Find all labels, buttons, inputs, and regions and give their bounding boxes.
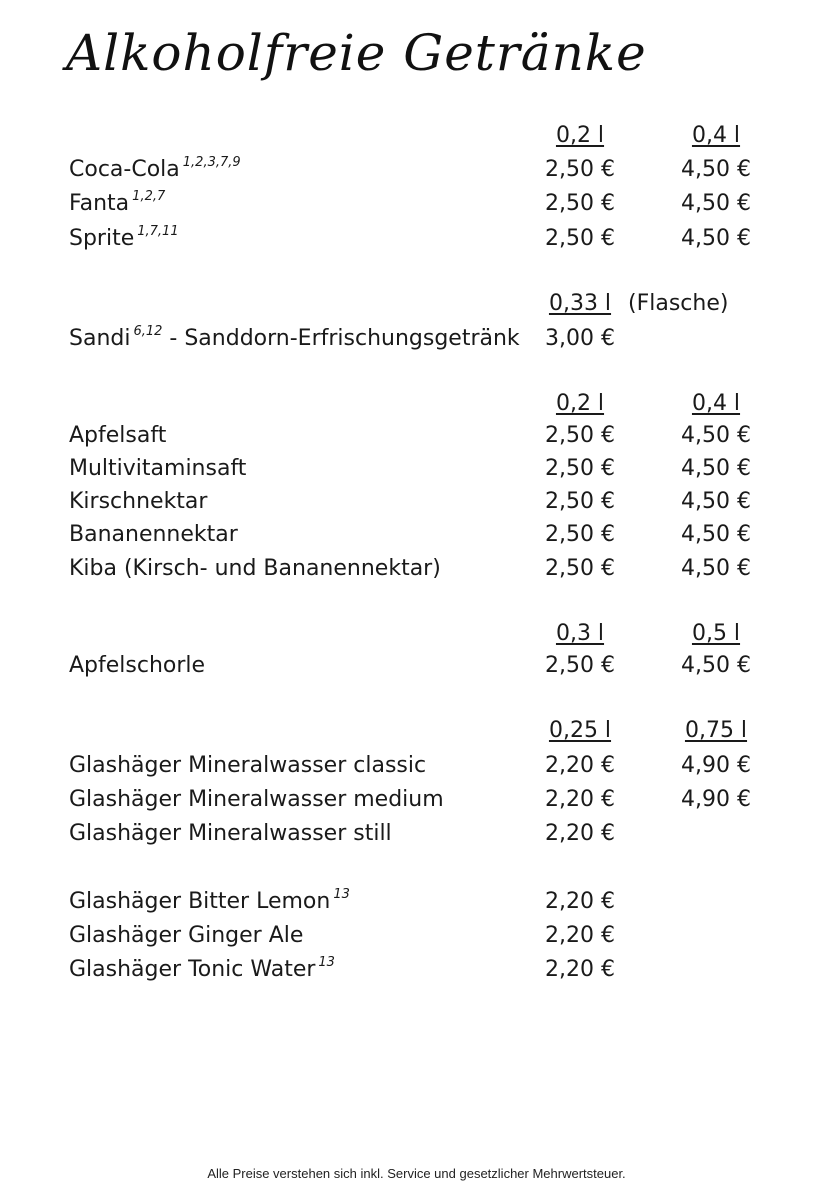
price-large: 4,50 € [681,191,751,216]
item-name: Glashäger Bitter Lemon $^{13}$ [69,887,350,914]
item-name: Sprite $^{1,7,11}$ [69,224,179,251]
price-large: 4,50 € [681,522,751,547]
price-large: 4,90 € [681,787,751,812]
allergen-note: 13 [318,955,335,970]
menu-item [0,649,833,683]
price-small: 2,50 € [545,191,615,216]
menu-item [0,187,833,221]
item-name: Glashäger Mineralwasser still [69,821,392,846]
allergen-note: 1,2,3,7,9 [182,155,241,170]
size-header [0,119,833,153]
item-name: Multivitaminsaft [69,456,247,481]
size-header [0,287,833,321]
size-header [0,617,833,651]
menu-item [0,452,833,486]
price-small: 2,50 € [545,157,615,182]
menu-item [0,153,833,187]
menu-item [0,485,833,519]
size-label: 0,25 l [548,718,612,743]
price-small: 3,00 € [545,326,615,351]
menu-item [0,885,833,919]
price-large: 4,50 € [681,556,751,581]
price-small: 2,50 € [545,653,615,678]
item-name: Apfelsaft [69,423,167,448]
menu-item [0,322,833,356]
price-large: 4,50 € [681,489,751,514]
item-name: Kiba (Kirsch- und Bananennektar) [69,556,441,581]
price-small: 2,20 € [545,889,615,914]
allergen-note: 1,2,7 [132,189,166,204]
size-header [0,714,833,748]
menu-item [0,749,833,783]
price-large: 4,50 € [681,226,751,251]
size-label: 0,2 l [555,391,605,416]
price-small: 2,20 € [545,821,615,846]
size-label: 0,4 l [691,391,741,416]
price-small: 2,50 € [545,556,615,581]
size-note: (Flasche) [628,291,729,316]
size-label: 0,33 l [548,291,612,316]
size-label: 0,3 l [555,621,605,646]
item-name: Kirschnektar [69,489,208,514]
item-name: Bananennektar [69,522,238,547]
item-name: Coca-Cola $^{1,2,3,7,9}$ [69,155,241,182]
price-small: 2,20 € [545,787,615,812]
price-large: 4,50 € [681,456,751,481]
price-small: 2,20 € [545,753,615,778]
price-small: 2,50 € [545,489,615,514]
item-name: Glashäger Mineralwasser classic [69,753,427,778]
price-large: 4,50 € [681,157,751,182]
price-footnote: Alle Preise verstehen sich inkl. Service und gesetzlicher Mehrwertsteuer. [207,1166,626,1181]
size-label: 0,75 l [684,718,748,743]
size-header [0,387,833,421]
menu-item [0,222,833,256]
menu-item [0,419,833,453]
price-small: 2,50 € [545,226,615,251]
price-small: 2,50 € [545,423,615,448]
allergen-note: 6,12 [133,324,163,339]
menu-item [0,953,833,987]
price-large: 4,50 € [681,653,751,678]
price-small: 2,50 € [545,456,615,481]
menu-title: Alkoholfreie Getränke [66,24,647,82]
price-small: 2,50 € [545,522,615,547]
menu-item [0,817,833,851]
price-small: 2,20 € [545,957,615,982]
menu-item [0,783,833,817]
size-label: 0,5 l [691,621,741,646]
item-name: Sandi $^{6,12}$ - Sanddorn-Erfrischungsgetränk [69,324,520,351]
allergen-note: 13 [333,887,350,902]
menu-item [0,552,833,586]
price-large: 4,50 € [681,423,751,448]
allergen-note: 1,7,11 [137,224,179,239]
price-large: 4,90 € [681,753,751,778]
menu-item [0,518,833,552]
price-small: 2,20 € [545,923,615,948]
menu-item [0,919,833,953]
item-name: Glashäger Tonic Water $^{13}$ [69,955,335,982]
size-label: 0,4 l [691,123,741,148]
item-name: Fanta $^{1,2,7}$ [69,189,166,216]
item-name: Glashäger Mineralwasser medium [69,787,444,812]
item-name: Apfelschorle [69,653,206,678]
size-label: 0,2 l [555,123,605,148]
item-name: Glashäger Ginger Ale [69,923,304,948]
